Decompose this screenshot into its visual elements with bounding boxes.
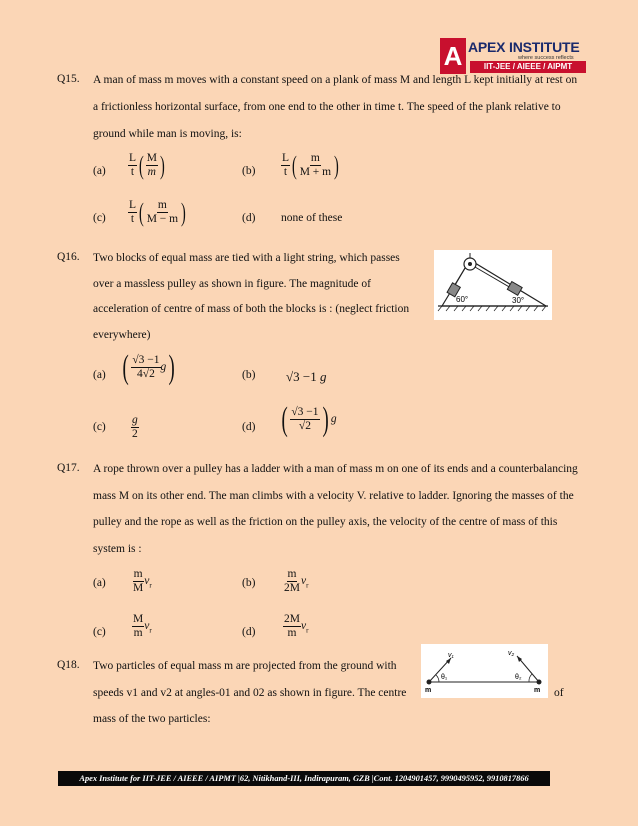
q17-option-a-expr: $\frac{m}{M}$ $v_r$	[133, 568, 152, 594]
q15-option-c-expr: $\frac{L}{t}$ ( $\frac{m}{M - m}$ )	[129, 197, 186, 227]
q17-option-d-label: (d)	[242, 626, 256, 638]
q16-option-a-expr: ( $\frac{√3 -1}{4√2}$ g)	[122, 348, 176, 386]
q15-line-2: a frictionless horizontal surface, from one end to the other in time t. The speed of the plank relative to	[93, 101, 561, 113]
footer-bar: Apex Institute for IIT-JEE / AIEEE / AIPMT |62, Nitikhand-III, Indirapuram, GZB |Cont. 1204901457, 9990495952, 9910817866	[58, 771, 550, 786]
q17-option-c-expr: $\frac{M}{m}$ $v_r$	[133, 613, 152, 639]
svg-text:θ₂: θ₂	[515, 674, 522, 681]
q17-line-3: pulley and the rope as well as the friction on the pulley axis, the velocity of the centre of mass of this	[93, 516, 558, 528]
logo-letter: A	[443, 41, 463, 71]
q15-option-c-label: (c)	[93, 212, 106, 224]
q17-option-b-expr: $\frac{m}{2M}$ $v_r$	[284, 568, 309, 594]
q16-line-4: everywhere)	[93, 329, 151, 341]
svg-text:v₂: v₂	[508, 650, 515, 657]
q16-option-b-label: (b)	[242, 369, 256, 381]
logo-tagline: where success reflects	[518, 55, 574, 61]
q15-option-b-expr: $\frac{L}{t}$ ( $\frac{m}{M + m}$ )	[282, 150, 339, 180]
svg-text:m: m	[534, 687, 541, 694]
q15-option-b-label: (b)	[242, 165, 256, 177]
apex-logo	[440, 38, 588, 74]
q15-number: Q15.	[57, 73, 80, 85]
q16-option-d-label: (d)	[242, 421, 256, 433]
q16-option-c-expr: $\frac{g}{2}$	[132, 414, 138, 440]
q15-line-1: A man of mass m moves with a constant speed on a plank of mass M and length L kept initially at rest on	[93, 74, 578, 86]
q16-number: Q16.	[57, 251, 80, 263]
logo-exams: IIT-JEE / AIEEE / AIPMT	[470, 61, 586, 73]
q16-line-3: acceleration of centre of mass of both the blocks is : (neglect friction	[93, 303, 410, 315]
q16-option-a-label: (a)	[93, 369, 106, 381]
q16-line-1: Two blocks of equal mass are tied with a light string, which passes	[93, 252, 400, 264]
svg-text:30°: 30°	[512, 296, 525, 305]
q16-pulley-figure	[434, 250, 552, 320]
svg-text:60°: 60°	[456, 295, 469, 304]
q17-line-1: A rope thrown over a pulley has a ladder with a man of mass m on one of its ends and a counterbalancing	[93, 463, 578, 475]
q17-option-a-label: (a)	[93, 577, 106, 589]
q18-line-2-tail: of	[554, 687, 564, 699]
svg-text:θ₁: θ₁	[441, 674, 448, 681]
q17-number: Q17.	[57, 462, 80, 474]
q15-option-a-label: (a)	[93, 165, 106, 177]
q18-number: Q18.	[57, 659, 80, 671]
q15-option-a-expr: $\frac{L}{t}$ ( $\frac{M}{m}$ )	[129, 150, 165, 180]
svg-text:m: m	[425, 687, 432, 694]
q17-option-b-label: (b)	[242, 577, 256, 589]
q18-line-2: speeds v1 and v2 at angles-01 and 02 as shown in figure. The centre	[93, 687, 407, 699]
q15-line-3: ground while man is moving, is:	[93, 128, 242, 140]
q18-line-1: Two particles of equal mass m are projected from the ground with	[93, 660, 397, 672]
q15-option-d-label: (d)	[242, 212, 256, 224]
q17-option-d-expr: $\frac{2M}{m}$ $v_r$	[284, 613, 309, 639]
q17-option-c-label: (c)	[93, 626, 106, 638]
projectile-diagram	[421, 644, 548, 698]
logo-letter-box	[440, 38, 466, 74]
q15-option-d-text: none of these	[281, 212, 343, 224]
svg-text:v₁: v₁	[448, 652, 454, 659]
q16-line-2: over a massless pulley as shown in figure. The magnitude of	[93, 278, 371, 290]
q18-projectile-figure	[421, 644, 548, 698]
q17-line-2: mass M on its other end. The man climbs with a velocity V. relative to ladder. Ignoring the masses of the	[93, 490, 574, 502]
logo-name: APEX INSTITUTE	[468, 39, 580, 55]
q18-line-3: mass of the two particles:	[93, 713, 211, 725]
pulley-incline-diagram	[434, 250, 552, 320]
q16-option-b-expr: √3 −1 g	[286, 369, 327, 384]
q16-option-c-label: (c)	[93, 421, 106, 433]
q17-line-4: system is :	[93, 543, 142, 555]
q16-option-d-expr: ( $\frac{√3 -1}{√2}$ ) g	[281, 400, 337, 438]
